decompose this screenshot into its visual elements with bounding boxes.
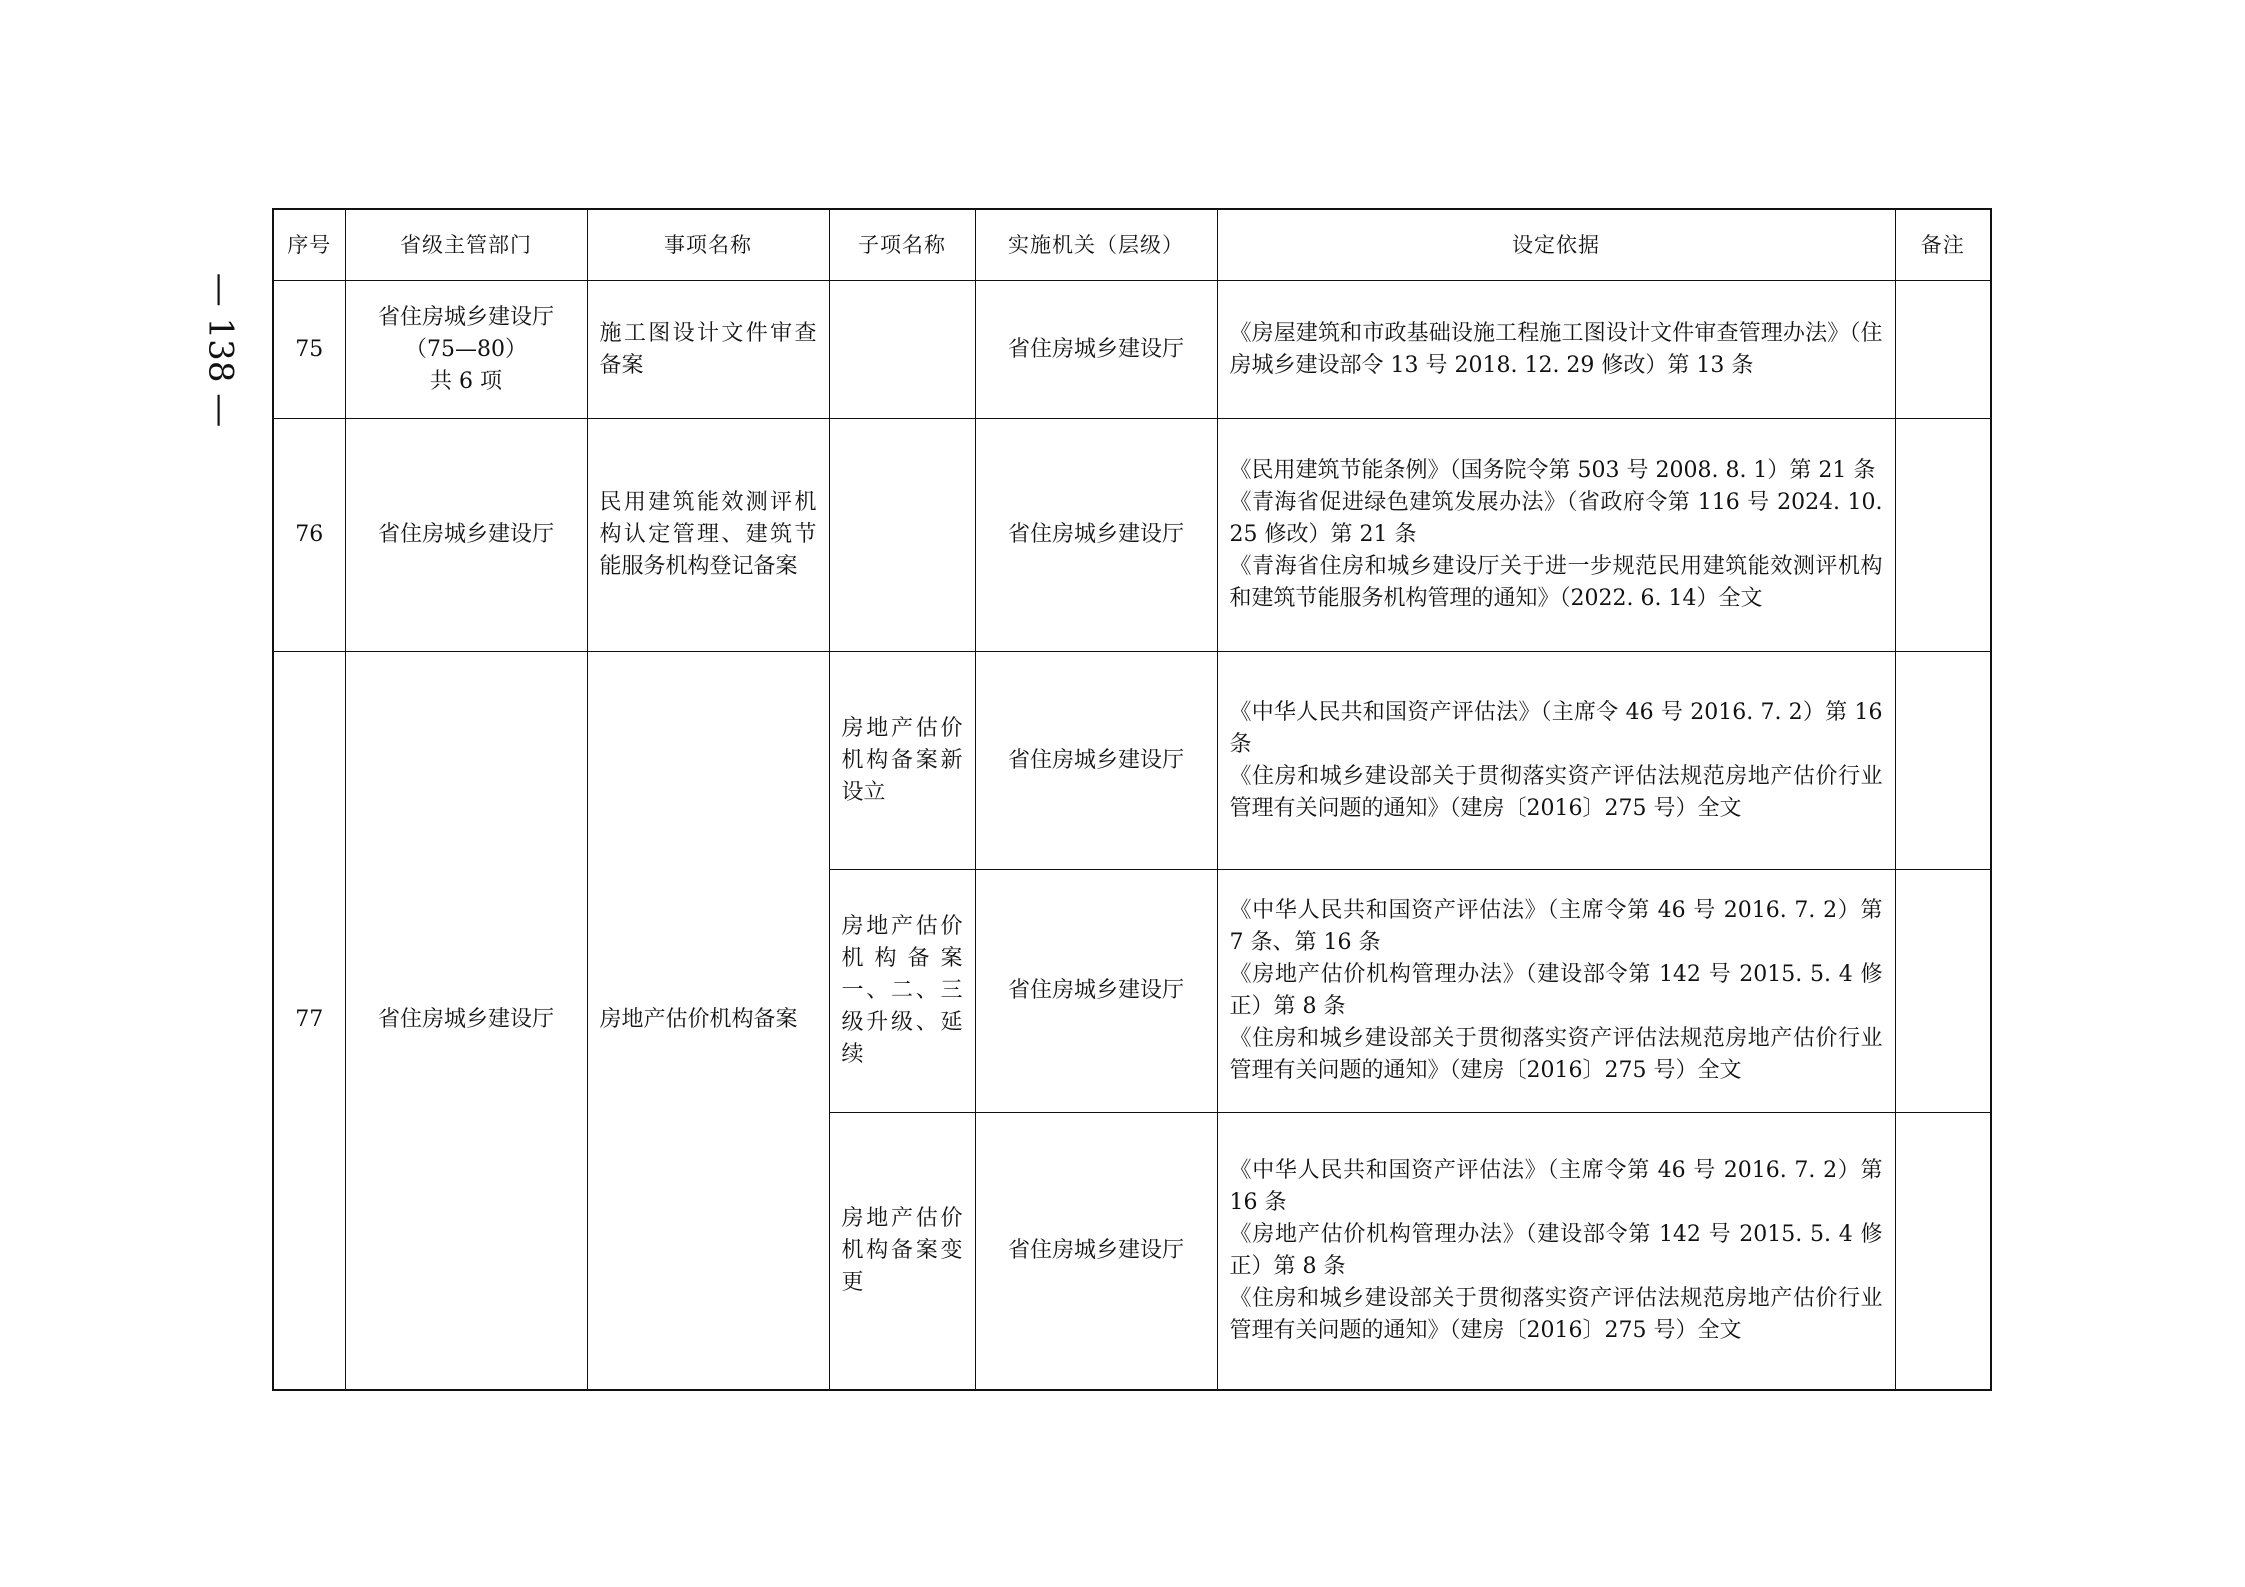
row-legal-basis bbox=[1217, 419, 1895, 652]
row-remark bbox=[1895, 652, 1991, 870]
header-serial: 序号 bbox=[273, 209, 345, 281]
header-item-name: 事项名称 bbox=[587, 209, 829, 281]
row-agency: 省住房城乡建设厅 bbox=[975, 281, 1217, 419]
row-legal-basis bbox=[1217, 1113, 1895, 1390]
row-item-name: 施工图设计文件审查备案 bbox=[587, 281, 829, 419]
header-row bbox=[273, 209, 1991, 281]
dept-line: 省住房城乡建设厅 bbox=[377, 304, 554, 330]
dept-line: 省住房城乡建设厅 bbox=[377, 522, 554, 547]
row-sub-item: 房地产估价机构备案变更 bbox=[829, 1113, 975, 1390]
page-number bbox=[180, 250, 260, 450]
row-department bbox=[345, 281, 587, 419]
row-remark bbox=[1895, 419, 1991, 652]
basis-line: 《民用建筑节能条例》（国务院令第 503 号 2008. 8. 1）第 21 条 bbox=[1229, 458, 1876, 483]
header-department: 省级主管部门 bbox=[345, 209, 587, 281]
row-legal-basis bbox=[1217, 870, 1895, 1113]
basis-line: 《青海省促进绿色建筑发展办法》（省政府令第 116 号 2024. 10. 25 修改）第 21 条 bbox=[1229, 490, 1883, 547]
row-serial: 76 bbox=[273, 419, 345, 652]
row-legal-basis bbox=[1217, 281, 1895, 419]
basis-line: 《住房和城乡建设部关于贯彻落实资产评估法规范房地产估价行业管理有关问题的通知》（建房〔2016〕275 号）全文 bbox=[1229, 1026, 1883, 1083]
row-sub-item bbox=[829, 281, 975, 419]
row-sub-item: 房地产估价机构备案新设立 bbox=[829, 652, 975, 870]
basis-line: 《住房和城乡建设部关于贯彻落实资产评估法规范房地产估价行业管理有关问题的通知》（建房〔2016〕275 号）全文 bbox=[1229, 1285, 1883, 1343]
basis-line: 《中华人民共和国资产评估法》（主席令 46 号 2016. 7. 2）第 16 条 bbox=[1229, 699, 1883, 757]
table-row bbox=[273, 419, 1991, 652]
dept-line: 共 6 项 bbox=[430, 368, 502, 394]
basis-line: 《房地产估价机构管理办法》（建设部令第 142 号 2015. 5. 4 修正）第 8 条 bbox=[1229, 962, 1883, 1019]
basis-line: 《房地产估价机构管理办法》（建设部令第 142 号 2015. 5. 4 修正）第 8 条 bbox=[1229, 1221, 1883, 1279]
row-serial: 75 bbox=[273, 281, 345, 419]
row-department bbox=[345, 652, 587, 1390]
row-agency: 省住房城乡建设厅 bbox=[975, 419, 1217, 652]
basis-line: 《住房和城乡建设部关于贯彻落实资产评估法规范房地产估价行业管理有关问题的通知》（建房〔2016〕275 号）全文 bbox=[1229, 763, 1883, 821]
table-row bbox=[273, 281, 1991, 419]
row-remark bbox=[1895, 281, 1991, 419]
header-sub-item: 子项名称 bbox=[829, 209, 975, 281]
row-agency: 省住房城乡建设厅 bbox=[975, 652, 1217, 870]
row-sub-item bbox=[829, 419, 975, 652]
row-sub-item: 房地产估价机构备案一、二、三级升级、延续 bbox=[829, 870, 975, 1113]
page-number-text: — 138 — bbox=[200, 272, 241, 428]
row-agency: 省住房城乡建设厅 bbox=[975, 870, 1217, 1113]
header-remark: 备注 bbox=[1895, 209, 1991, 281]
basis-line: 《中华人民共和国资产评估法》（主席令第 46 号 2016. 7. 2）第 16 条 bbox=[1229, 1157, 1883, 1215]
basis-line: 《中华人民共和国资产评估法》（主席令第 46 号 2016. 7. 2）第 7 条、第 16 条 bbox=[1229, 898, 1883, 955]
row-department bbox=[345, 419, 587, 652]
basis-line: 《青海省住房和城乡建设厅关于进一步规范民用建筑能效测评机构和建筑节能服务机构管理的通知》（2022. 6. 14）全文 bbox=[1229, 554, 1883, 611]
row-remark bbox=[1895, 870, 1991, 1113]
row-agency: 省住房城乡建设厅 bbox=[975, 1113, 1217, 1390]
header-agency: 实施机关（层级） bbox=[975, 209, 1217, 281]
row-remark bbox=[1895, 1113, 1991, 1390]
approval-items-table bbox=[272, 208, 1992, 1391]
row-legal-basis bbox=[1217, 652, 1895, 870]
row-item-name: 房地产估价机构备案 bbox=[587, 652, 829, 1390]
dept-line: （75—80） bbox=[405, 336, 527, 362]
header-legal-basis: 设定依据 bbox=[1217, 209, 1895, 281]
basis-line: 《房屋建筑和市政基础设施工程施工图设计文件审查管理办法》（住房城乡建设部令 13 号 2018. 12. 29 修改）第 13 条 bbox=[1229, 320, 1883, 378]
table-row bbox=[273, 652, 1991, 870]
row-serial: 77 bbox=[273, 652, 345, 1390]
dept-line: 省住房城乡建设厅 bbox=[377, 1007, 554, 1033]
row-item-name: 民用建筑能效测评机构认定管理、建筑节能服务机构登记备案 bbox=[587, 419, 829, 652]
